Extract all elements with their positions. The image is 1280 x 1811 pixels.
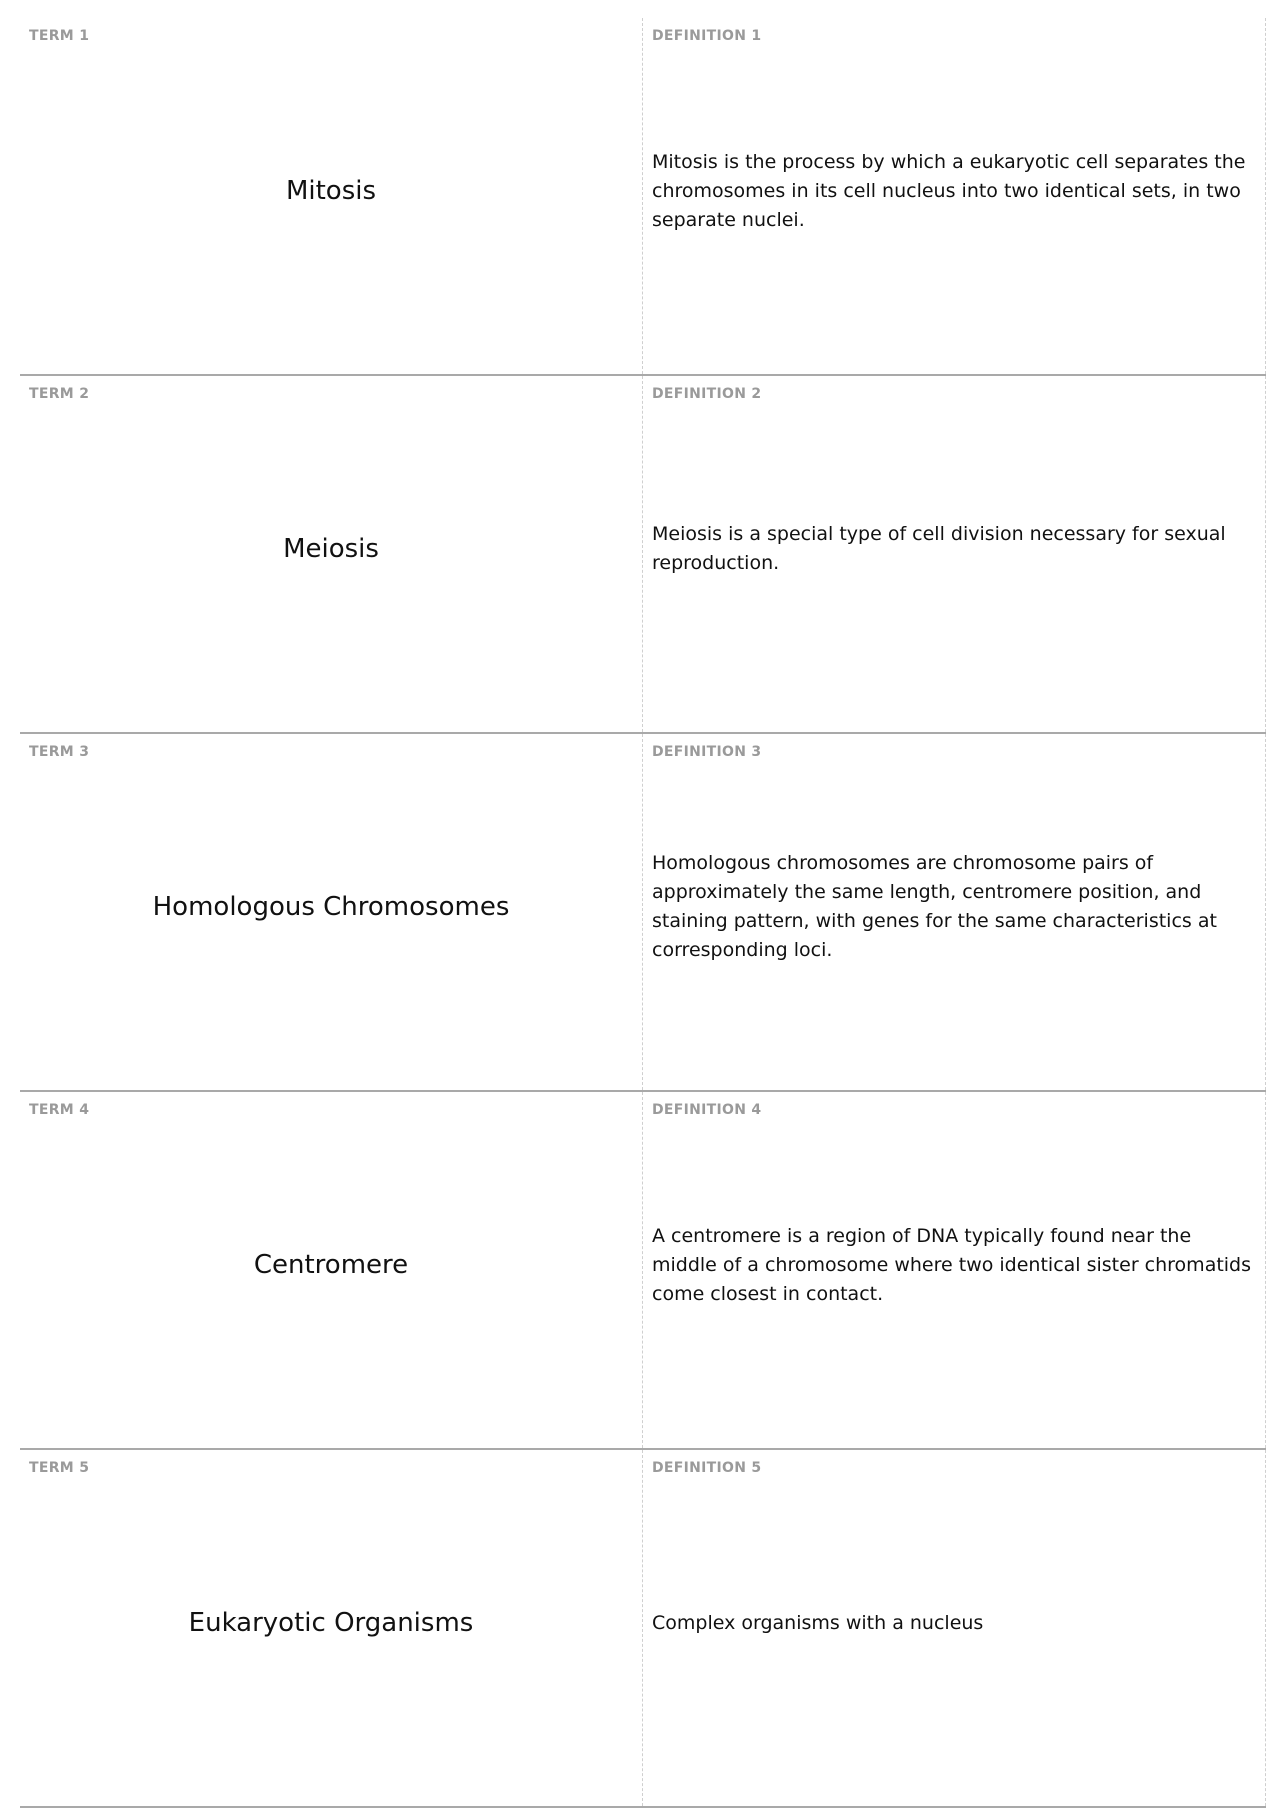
definition-content [652,44,1256,364]
definition-text: Meiosis is a special type of cell division necessary for sexual reproduction. [652,523,1226,574]
flashcard-row [20,734,1266,1092]
definition-cell [643,1450,1266,1806]
term-text: Centromere [253,1250,409,1280]
term-content [29,44,633,364]
definition-content [652,760,1256,1080]
definition-content [652,1118,1256,1438]
definition-label: DEFINITION 4 [652,1102,762,1118]
term-content [29,1476,633,1796]
definition-text: Homologous chromosomes are chromosome pairs of approximately the same length, centromere position, and staining pattern, with genes for the same characteristics at corresponding loci. [652,852,1217,961]
flashcard-row [20,1450,1266,1808]
term-label: TERM 4 [29,1102,90,1118]
term-label: TERM 2 [29,386,90,402]
definition-cell [643,376,1266,732]
term-content [29,760,633,1080]
definition-label: DEFINITION 2 [652,386,762,402]
flashcard-row [20,376,1266,734]
term-label: TERM 5 [29,1460,90,1476]
definition-text: Mitosis is the process by which a eukaryotic cell separates the chromosomes in its cell nucleus into two identical sets, in two separate nuclei. [652,150,1246,231]
term-text: Eukaryotic Organisms [188,1608,474,1638]
flashcard-row [20,18,1266,376]
term-cell [20,1450,643,1806]
term-cell [20,376,643,732]
term-label: TERM 3 [29,744,90,760]
term-cell [20,1092,643,1448]
definition-content [652,402,1256,722]
definition-label: DEFINITION 5 [652,1460,762,1476]
definition-label: DEFINITION 1 [652,28,762,44]
definition-label: DEFINITION 3 [652,744,762,760]
definition-text: A centromere is a region of DNA typically found near the middle of a chromosome where two identical sister chromatids come closest in contact. [652,1224,1252,1305]
term-cell [20,18,643,374]
definition-cell [643,1092,1266,1448]
term-text: Meiosis [283,534,379,564]
definition-content [652,1476,1256,1796]
flashcard-row [20,1092,1266,1450]
term-content [29,402,633,722]
term-cell [20,734,643,1090]
term-content [29,1118,633,1438]
definition-cell [643,18,1266,374]
definition-cell [643,734,1266,1090]
flashcard-sheet [20,18,1266,1808]
definition-text: Complex organisms with a nucleus [652,1611,984,1634]
term-text: Mitosis [285,176,377,206]
term-text: Homologous Chromosomes [152,892,510,922]
term-label: TERM 1 [29,28,90,44]
